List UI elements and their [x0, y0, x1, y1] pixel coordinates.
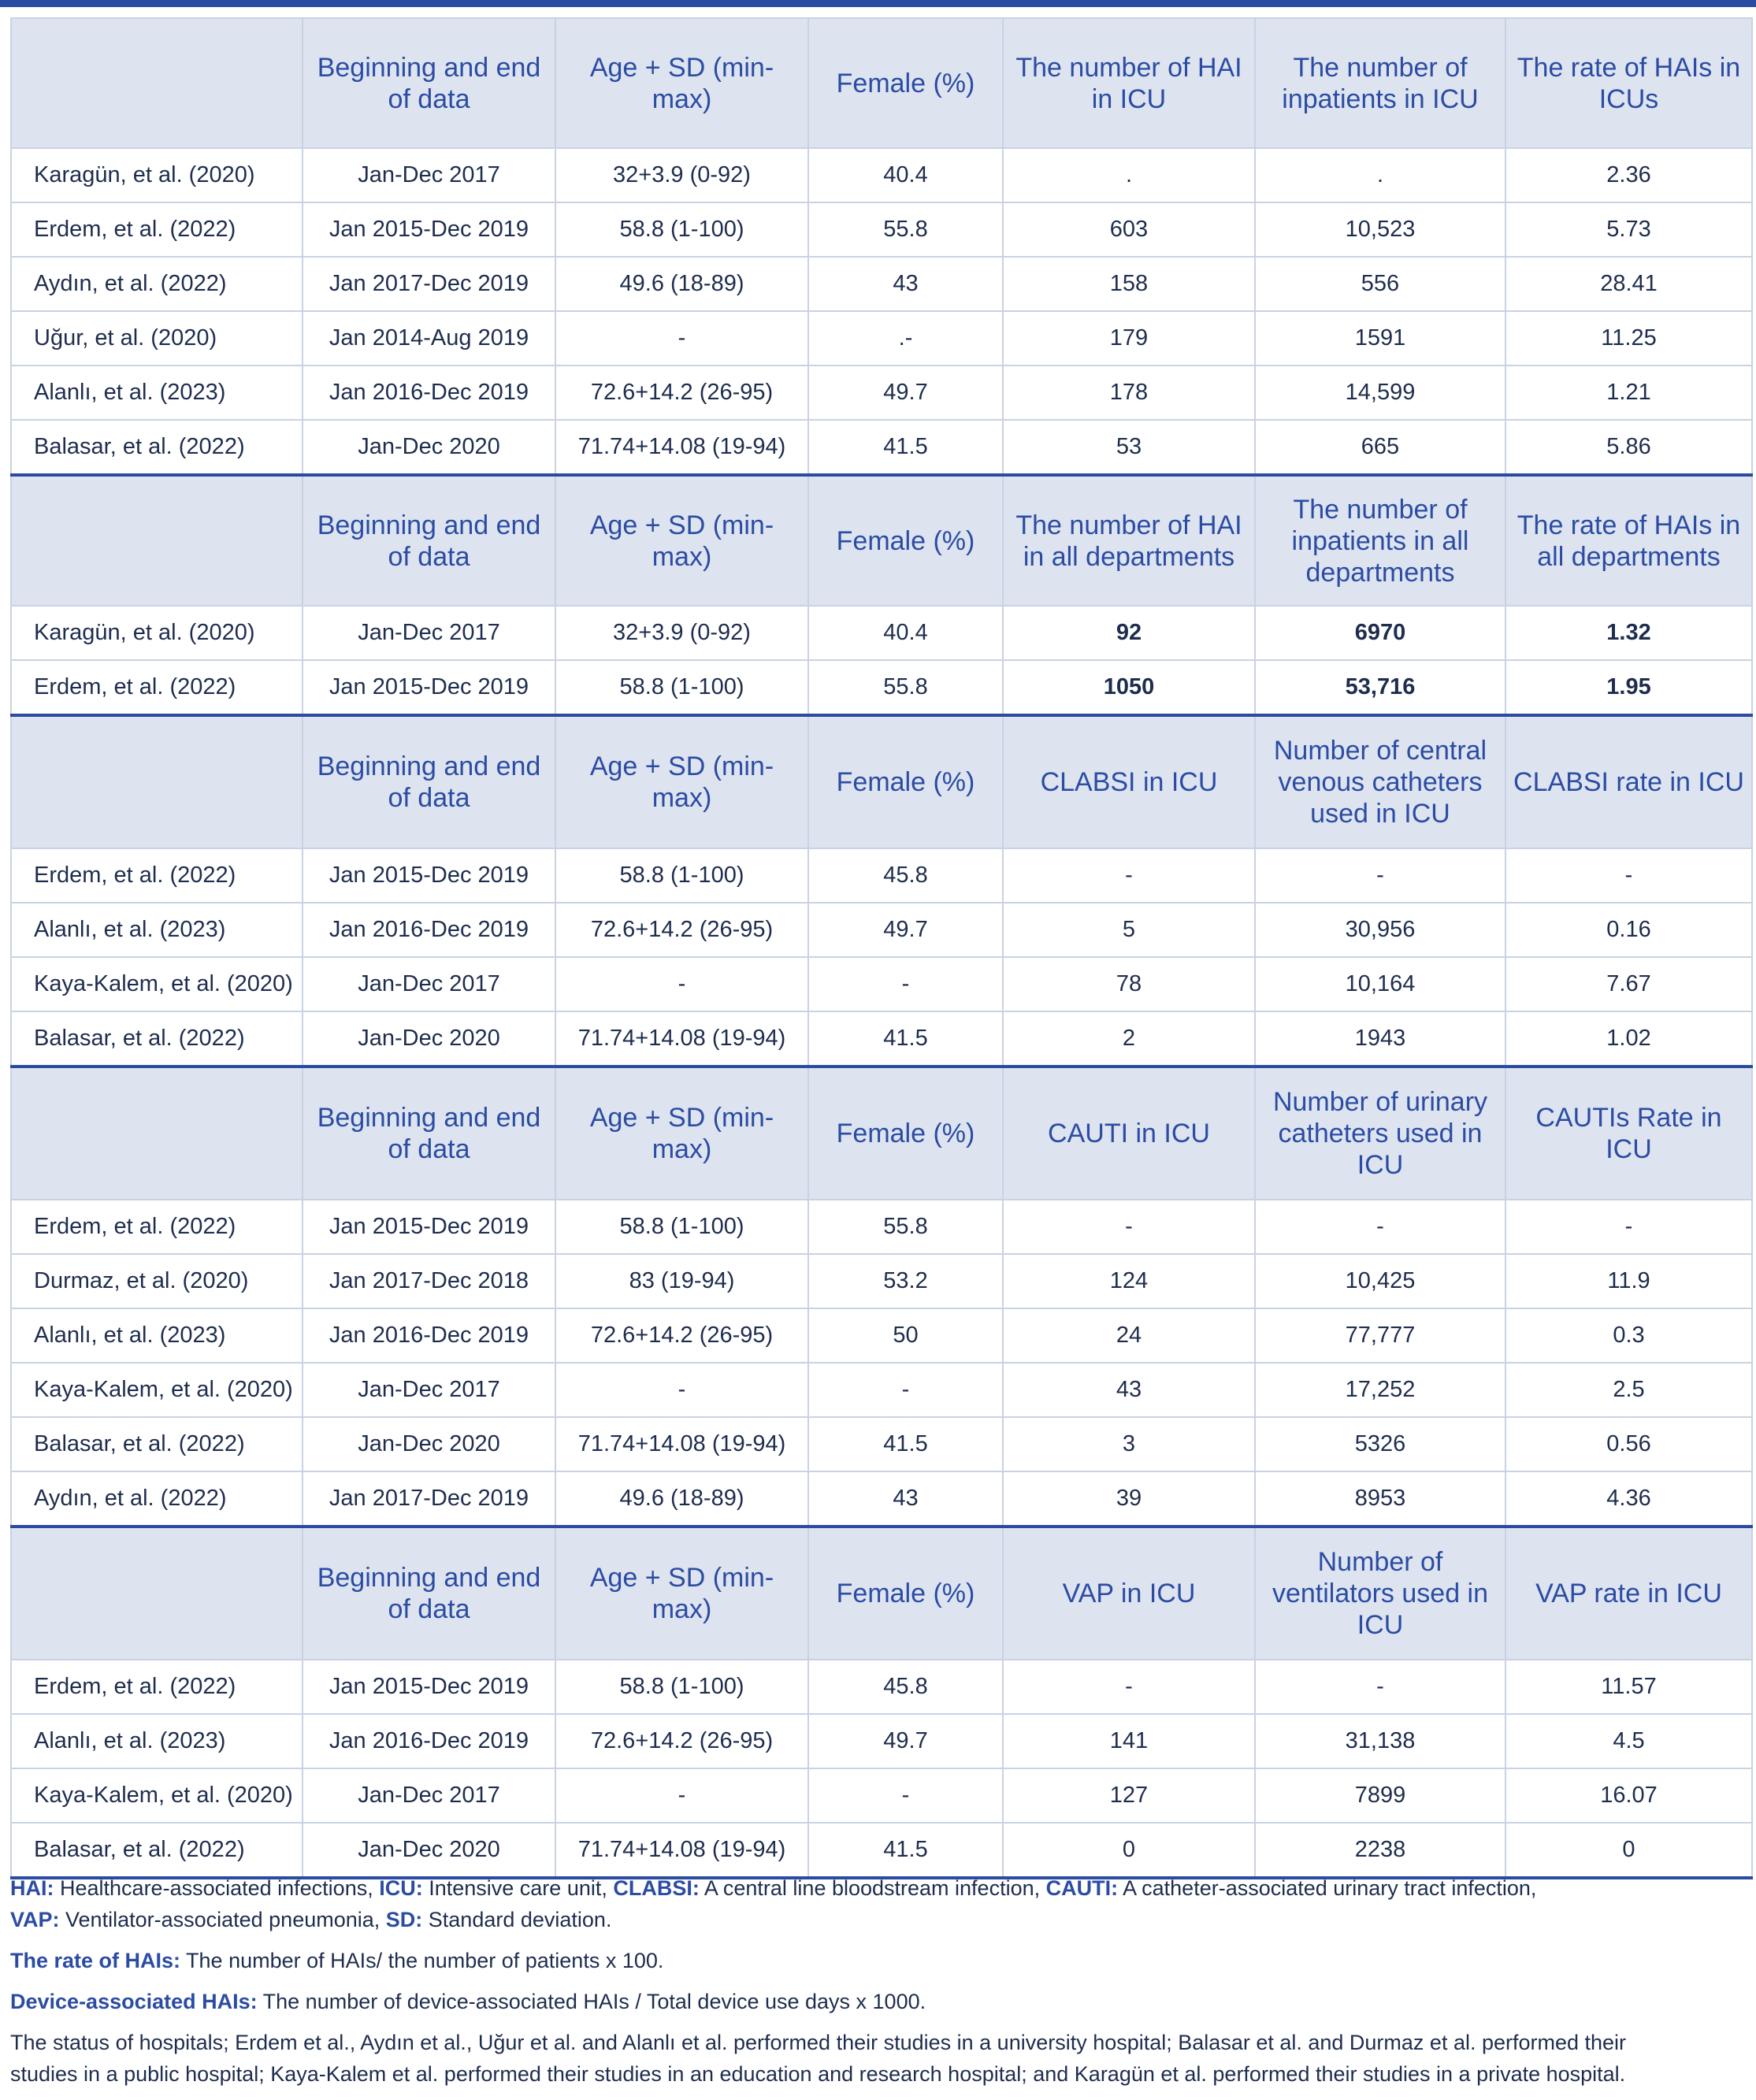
study-cell: Kaya-Kalem, et al. (2020)	[11, 957, 303, 1011]
table-row	[11, 903, 1752, 957]
study-cell: Balasar, et al. (2022)	[11, 1011, 303, 1067]
section-header-row	[11, 18, 1752, 148]
section-header-row	[11, 1067, 1752, 1200]
column-header: Female (%)	[808, 18, 1003, 148]
study-cell: Aydın, et al. (2022)	[11, 1471, 303, 1527]
study-cell: Erdem, et al. (2022)	[11, 1200, 303, 1254]
column-header: Beginning and end of data	[303, 1067, 555, 1200]
study-cell: Balasar, et al. (2022)	[11, 1417, 303, 1471]
table-row	[11, 148, 1752, 202]
data-cell: 24	[1003, 1308, 1255, 1363]
data-cell: 2.36	[1505, 148, 1752, 202]
data-cell: Jan-Dec 2017	[303, 148, 555, 202]
study-cell: Balasar, et al. (2022)	[11, 1823, 303, 1878]
column-header: Beginning and end of data	[303, 18, 555, 148]
data-cell: -	[1003, 1660, 1255, 1714]
table-row	[11, 606, 1752, 660]
data-cell: Jan 2016-Dec 2019	[303, 903, 555, 957]
data-cell: Jan 2015-Dec 2019	[303, 1660, 555, 1714]
data-cell: 4.5	[1505, 1714, 1752, 1768]
data-cell: 78	[1003, 957, 1255, 1011]
table-row	[11, 957, 1752, 1011]
data-cell: -	[1255, 1660, 1505, 1714]
data-cell: Jan-Dec 2017	[303, 957, 555, 1011]
data-cell: -	[1505, 1200, 1752, 1254]
data-cell: 11.25	[1505, 311, 1752, 365]
data-cell: 72.6+14.2 (26-95)	[555, 365, 808, 420]
data-cell: 39	[1003, 1471, 1255, 1527]
column-header: Age + SD (min-max)	[555, 1067, 808, 1200]
study-cell: Alanlı, et al. (2023)	[11, 365, 303, 420]
column-header: Number of urinary catheters used in ICU	[1255, 1067, 1505, 1200]
data-cell: 0.56	[1505, 1417, 1752, 1471]
study-cell: Durmaz, et al. (2020)	[11, 1254, 303, 1308]
data-cell: 7.67	[1505, 957, 1752, 1011]
section-header-row	[11, 715, 1752, 848]
section-header-row	[11, 475, 1752, 606]
data-cell: 50	[808, 1308, 1003, 1363]
study-cell: Kaya-Kalem, et al. (2020)	[11, 1363, 303, 1417]
data-cell: 43	[808, 257, 1003, 311]
table-row	[11, 257, 1752, 311]
table-row	[11, 311, 1752, 365]
data-cell: Jan-Dec 2020	[303, 1011, 555, 1067]
table-row	[11, 1471, 1752, 1527]
data-cell: 32+3.9 (0-92)	[555, 148, 808, 202]
data-cell: 3	[1003, 1417, 1255, 1471]
data-cell: 28.41	[1505, 257, 1752, 311]
table-row	[11, 1714, 1752, 1768]
column-header	[11, 18, 303, 148]
data-cell: -	[555, 957, 808, 1011]
data-cell: 30,956	[1255, 903, 1505, 957]
data-cell: Jan 2016-Dec 2019	[303, 1714, 555, 1768]
data-cell: 179	[1003, 311, 1255, 365]
data-cell: 58.8 (1-100)	[555, 1660, 808, 1714]
data-cell: 41.5	[808, 420, 1003, 475]
data-cell: Jan 2017-Dec 2019	[303, 257, 555, 311]
study-cell: Alanlı, et al. (2023)	[11, 1308, 303, 1363]
data-cell: Jan 2017-Dec 2019	[303, 1471, 555, 1527]
data-cell: -	[555, 1768, 808, 1823]
study-cell: Uğur, et al. (2020)	[11, 311, 303, 365]
data-cell: 58.8 (1-100)	[555, 1200, 808, 1254]
table-row	[11, 1823, 1752, 1878]
data-cell: 53	[1003, 420, 1255, 475]
column-header: Female (%)	[808, 715, 1003, 848]
data-cell: .	[1003, 148, 1255, 202]
data-cell: 72.6+14.2 (26-95)	[555, 1714, 808, 1768]
column-header: Beginning and end of data	[303, 715, 555, 848]
study-cell: Karagün, et al. (2020)	[11, 148, 303, 202]
data-cell: 16.07	[1505, 1768, 1752, 1823]
data-cell: Jan 2015-Dec 2019	[303, 660, 555, 715]
study-cell: Alanlı, et al. (2023)	[11, 1714, 303, 1768]
column-header: Number of central venous catheters used in ICU	[1255, 715, 1505, 848]
table-row	[11, 1660, 1752, 1714]
column-header	[11, 1527, 303, 1660]
data-cell: 71.74+14.08 (19-94)	[555, 1417, 808, 1471]
data-cell: 124	[1003, 1254, 1255, 1308]
data-cell: 58.8 (1-100)	[555, 660, 808, 715]
data-cell: 92	[1003, 606, 1255, 660]
data-cell: Jan-Dec 2020	[303, 1417, 555, 1471]
data-cell: 55.8	[808, 1200, 1003, 1254]
hospital-status-note: The status of hospitals; Erdem et al., Aydın et al., Uğur et al. and Alanlı et al. performed their studies in a university hospital; Balasar et al. and Durmaz et al. performed their studies in a public hospital; Kaya-Kalem et al. performed their studies in an education and research hospital; and Karagün et al. performed their studies in a private hospital.	[10, 2031, 1627, 2086]
study-cell: Balasar, et al. (2022)	[11, 420, 303, 475]
data-cell: 14,599	[1255, 365, 1505, 420]
data-cell: Jan 2015-Dec 2019	[303, 1200, 555, 1254]
data-cell: 7899	[1255, 1768, 1505, 1823]
data-cell: Jan 2015-Dec 2019	[303, 202, 555, 257]
data-cell: 55.8	[808, 660, 1003, 715]
study-cell: Alanlı, et al. (2023)	[11, 903, 303, 957]
data-cell: 71.74+14.08 (19-94)	[555, 1823, 808, 1878]
data-cell: 1.32	[1505, 606, 1752, 660]
data-cell: .	[1255, 148, 1505, 202]
study-cell: Erdem, et al. (2022)	[11, 1660, 303, 1714]
column-header: Female (%)	[808, 1527, 1003, 1660]
data-cell: 1591	[1255, 311, 1505, 365]
column-header: Age + SD (min-max)	[555, 475, 808, 606]
data-cell: -	[1003, 1200, 1255, 1254]
data-cell: Jan 2016-Dec 2019	[303, 365, 555, 420]
column-header: The rate of HAIs in ICUs	[1505, 18, 1752, 148]
data-cell: 45.8	[808, 1660, 1003, 1714]
column-header: CAUTIs Rate in ICU	[1505, 1067, 1752, 1200]
data-cell: 5	[1003, 903, 1255, 957]
column-header: VAP rate in ICU	[1505, 1527, 1752, 1660]
table-row	[11, 660, 1752, 715]
data-cell: 83 (19-94)	[555, 1254, 808, 1308]
data-cell: 43	[808, 1471, 1003, 1527]
data-cell: 72.6+14.2 (26-95)	[555, 903, 808, 957]
data-cell: Jan 2015-Dec 2019	[303, 848, 555, 903]
table-row	[11, 1417, 1752, 1471]
data-cell: 0	[1003, 1823, 1255, 1878]
column-header: Female (%)	[808, 475, 1003, 606]
data-cell: 556	[1255, 257, 1505, 311]
data-cell: -	[555, 311, 808, 365]
data-cell: 49.7	[808, 1714, 1003, 1768]
column-header: Beginning and end of data	[303, 475, 555, 606]
data-cell: Jan-Dec 2020	[303, 420, 555, 475]
table-row	[11, 1768, 1752, 1823]
data-cell: 58.8 (1-100)	[555, 848, 808, 903]
study-cell: Kaya-Kalem, et al. (2020)	[11, 1768, 303, 1823]
data-cell: 40.4	[808, 606, 1003, 660]
data-cell: 11.57	[1505, 1660, 1752, 1714]
data-cell: Jan-Dec 2017	[303, 1363, 555, 1417]
data-cell: -	[555, 1363, 808, 1417]
table-row	[11, 420, 1752, 475]
data-cell: 71.74+14.08 (19-94)	[555, 1011, 808, 1067]
data-cell: Jan 2014-Aug 2019	[303, 311, 555, 365]
data-cell: 45.8	[808, 848, 1003, 903]
column-header	[11, 475, 303, 606]
data-cell: -	[1505, 848, 1752, 903]
table-row	[11, 1254, 1752, 1308]
column-header: Beginning and end of data	[303, 1527, 555, 1660]
table-row	[11, 1200, 1752, 1254]
table-row	[11, 1308, 1752, 1363]
data-cell: 8953	[1255, 1471, 1505, 1527]
data-cell: 17,252	[1255, 1363, 1505, 1417]
column-header	[11, 715, 303, 848]
data-cell: 55.8	[808, 202, 1003, 257]
column-header: The number of inpatients in ICU	[1255, 18, 1505, 148]
table-row	[11, 1011, 1752, 1067]
study-cell: Erdem, et al. (2022)	[11, 848, 303, 903]
data-cell: 0.3	[1505, 1308, 1752, 1363]
table-row	[11, 365, 1752, 420]
data-cell: Jan 2017-Dec 2018	[303, 1254, 555, 1308]
data-cell: Jan 2016-Dec 2019	[303, 1308, 555, 1363]
data-cell: 49.6 (18-89)	[555, 257, 808, 311]
data-cell: Jan-Dec 2020	[303, 1823, 555, 1878]
data-cell: 4.36	[1505, 1471, 1752, 1527]
data-cell: 53,716	[1255, 660, 1505, 715]
data-cell: 49.7	[808, 365, 1003, 420]
column-header: Female (%)	[808, 1067, 1003, 1200]
data-cell: Jan-Dec 2017	[303, 1768, 555, 1823]
data-cell: 1.21	[1505, 365, 1752, 420]
data-cell: 2.5	[1505, 1363, 1752, 1417]
data-cell: 2	[1003, 1011, 1255, 1067]
data-cell: 41.5	[808, 1823, 1003, 1878]
data-cell: 0	[1505, 1823, 1752, 1878]
study-cell: Aydın, et al. (2022)	[11, 257, 303, 311]
data-cell: 141	[1003, 1714, 1255, 1768]
data-cell: 11.9	[1505, 1254, 1752, 1308]
column-header: VAP in ICU	[1003, 1527, 1255, 1660]
data-cell: 1.02	[1505, 1011, 1752, 1067]
hai-data-table	[10, 17, 1753, 1879]
top-accent-bar	[0, 0, 1756, 7]
column-header: CLABSI rate in ICU	[1505, 715, 1752, 848]
data-cell: 1050	[1003, 660, 1255, 715]
data-cell: 77,777	[1255, 1308, 1505, 1363]
data-cell: 2238	[1255, 1823, 1505, 1878]
column-header: The number of HAI in ICU	[1003, 18, 1255, 148]
data-cell: -	[808, 957, 1003, 1011]
data-cell: 5.73	[1505, 202, 1752, 257]
column-header: CAUTI in ICU	[1003, 1067, 1255, 1200]
data-cell: 41.5	[808, 1011, 1003, 1067]
data-cell: 5.86	[1505, 420, 1752, 475]
data-cell: 71.74+14.08 (19-94)	[555, 420, 808, 475]
data-cell: 10,164	[1255, 957, 1505, 1011]
table-row	[11, 1363, 1752, 1417]
data-cell: -	[808, 1768, 1003, 1823]
data-cell: 43	[1003, 1363, 1255, 1417]
data-cell: 41.5	[808, 1417, 1003, 1471]
data-cell: .-	[808, 311, 1003, 365]
data-cell: 6970	[1255, 606, 1505, 660]
column-header: Age + SD (min-max)	[555, 1527, 808, 1660]
data-cell: 158	[1003, 257, 1255, 311]
data-cell: 127	[1003, 1768, 1255, 1823]
data-cell: 58.8 (1-100)	[555, 202, 808, 257]
data-cell: 31,138	[1255, 1714, 1505, 1768]
data-cell: 665	[1255, 420, 1505, 475]
data-cell: 53.2	[808, 1254, 1003, 1308]
data-cell: 49.6 (18-89)	[555, 1471, 808, 1527]
data-cell: 49.7	[808, 903, 1003, 957]
column-header: The number of inpatients in all departments	[1255, 475, 1505, 606]
column-header: Number of ventilators used in ICU	[1255, 1527, 1505, 1660]
data-cell: 0.16	[1505, 903, 1752, 957]
table-row	[11, 848, 1752, 903]
data-cell: 72.6+14.2 (26-95)	[555, 1308, 808, 1363]
abbreviations-note: HAI: Healthcare-associated infections, ICU: Intensive care unit, CLABSI: A central line bloodstream infection, CAUTI: A catheter-associated urinary tract infection, VAP: Ventilator-associated pneumonia, SD: Standard deviation.	[10, 1876, 1537, 1931]
data-cell: 1943	[1255, 1011, 1505, 1067]
data-cell: Jan-Dec 2017	[303, 606, 555, 660]
device-definition-note: Device-associated HAIs: The number of device-associated HAIs / Total device use days x 1000.	[10, 1990, 926, 2013]
table-row	[11, 202, 1752, 257]
column-header: Age + SD (min-max)	[555, 715, 808, 848]
data-cell: 1.95	[1505, 660, 1752, 715]
data-cell: 5326	[1255, 1417, 1505, 1471]
data-cell: 10,523	[1255, 202, 1505, 257]
study-cell: Erdem, et al. (2022)	[11, 202, 303, 257]
data-cell: 32+3.9 (0-92)	[555, 606, 808, 660]
data-cell: -	[808, 1363, 1003, 1417]
data-cell: 603	[1003, 202, 1255, 257]
study-cell: Erdem, et al. (2022)	[11, 660, 303, 715]
column-header	[11, 1067, 303, 1200]
column-header: CLABSI in ICU	[1003, 715, 1255, 848]
study-cell: Karagün, et al. (2020)	[11, 606, 303, 660]
rate-definition-note: The rate of HAIs: The number of HAIs/ the number of patients x 100.	[10, 1949, 664, 1972]
data-cell: 178	[1003, 365, 1255, 420]
column-header: The rate of HAIs in all departments	[1505, 475, 1752, 606]
data-cell: -	[1003, 848, 1255, 903]
data-cell: -	[1255, 1200, 1505, 1254]
column-header: The number of HAI in all departments	[1003, 475, 1255, 606]
data-cell: 40.4	[808, 148, 1003, 202]
section-header-row	[11, 1527, 1752, 1660]
data-cell: 10,425	[1255, 1254, 1505, 1308]
data-cell: -	[1255, 848, 1505, 903]
table-footnotes	[10, 1872, 1747, 2090]
column-header: Age + SD (min-max)	[555, 18, 808, 148]
